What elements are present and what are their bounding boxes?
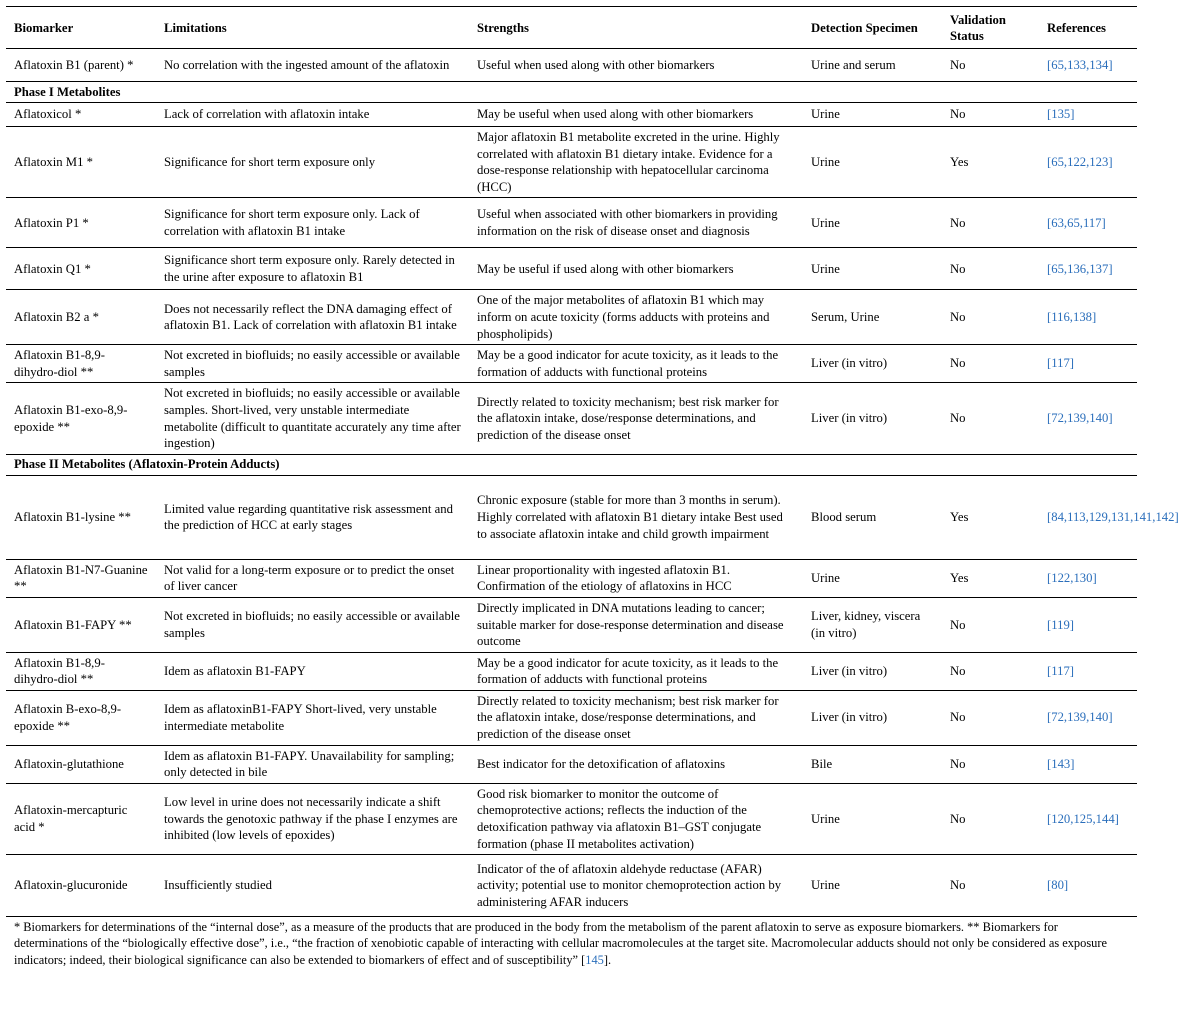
reference-link[interactable]: 65: [1051, 57, 1064, 72]
header-references: References: [1039, 7, 1137, 49]
references-cell: [72,139,140]: [1039, 383, 1137, 454]
strengths-cell: May be a good indicator for acute toxicity, as it leads to the formation of adducts with functional proteins: [469, 652, 803, 690]
reference-link[interactable]: 130: [1073, 571, 1093, 586]
table-container: [6, 6, 1179, 968]
specimen-cell: Urine: [803, 103, 942, 127]
reference-link[interactable]: 133: [1067, 57, 1087, 72]
specimen-cell: Serum, Urine: [803, 290, 942, 345]
references-cell: [120,125,144]: [1039, 783, 1137, 854]
reference-link[interactable]: 134: [1089, 57, 1109, 72]
header-validation: Validation Status: [942, 7, 1039, 49]
reference-link[interactable]: 144: [1095, 811, 1115, 826]
references-cell: [80]: [1039, 855, 1137, 917]
table-body: [6, 49, 1179, 917]
limitations-cell: No correlation with the ingested amount of the aflatoxin: [156, 49, 469, 82]
reference-link[interactable]: 136: [1067, 261, 1087, 276]
reference-link[interactable]: 137: [1089, 261, 1109, 276]
section-row: [6, 454, 1137, 475]
table-row: [6, 198, 1137, 248]
limitations-cell: Limited value regarding quantitative risk assessment and the prediction of HCC at early stages: [156, 475, 469, 559]
reference-link[interactable]: 139: [1067, 411, 1087, 426]
biomarker-cell: Aflatoxin P1 *: [6, 198, 156, 248]
header-strengths: Strengths: [469, 7, 803, 49]
references-cell: [122,130]: [1039, 559, 1137, 597]
references-cell: [72,139,140]: [1039, 690, 1137, 745]
specimen-cell: Liver (in vitro): [803, 345, 942, 383]
reference-link[interactable]: 120: [1051, 811, 1071, 826]
reference-link[interactable]: 80: [1051, 878, 1064, 893]
specimen-cell: Liver, kidney, viscera (in vitro): [803, 597, 942, 652]
limitations-cell: Idem as aflatoxin B1-FAPY: [156, 652, 469, 690]
biomarker-cell: Aflatoxin B2 a *: [6, 290, 156, 345]
biomarker-cell: Aflatoxin-glutathione: [6, 745, 156, 783]
limitations-cell: Insufficiently studied: [156, 855, 469, 917]
validation-cell: No: [942, 383, 1039, 454]
reference-link[interactable]: 141: [1133, 509, 1153, 524]
reference-link[interactable]: 117: [1082, 215, 1102, 230]
reference-link[interactable]: 65: [1067, 215, 1080, 230]
biomarker-cell: Aflatoxin B1-exo-8,9-epoxide **: [6, 383, 156, 454]
strengths-cell: Directly related to toxicity mechanism; best risk marker for the aflatoxin intake, dose/response determinations, and prediction of the disease onset: [469, 690, 803, 745]
table-row: [6, 248, 1137, 290]
biomarker-cell: Aflatoxin M1 *: [6, 127, 156, 198]
table-row: [6, 383, 1137, 454]
validation-cell: No: [942, 652, 1039, 690]
specimen-cell: Liver (in vitro): [803, 383, 942, 454]
strengths-cell: Chronic exposure (stable for more than 3 months in serum). Highly correlated with aflatoxin B1 dietary intake Best used to associate aflatoxin intake and child growth impairment: [469, 475, 803, 559]
reference-link[interactable]: 143: [1051, 756, 1071, 771]
limitations-cell: Lack of correlation with aflatoxin intake: [156, 103, 469, 127]
limitations-cell: Not valid for a long-term exposure or to predict the onset of liver cancer: [156, 559, 469, 597]
limitations-cell: Idem as aflatoxinB1-FAPY Short-lived, very unstable intermediate metabolite: [156, 690, 469, 745]
table-row: [6, 597, 1137, 652]
table-footnote: [6, 919, 1137, 968]
specimen-cell: Urine: [803, 198, 942, 248]
validation-cell: Yes: [942, 559, 1039, 597]
references-cell: [143]: [1039, 745, 1137, 783]
references-cell: [117]: [1039, 652, 1137, 690]
specimen-cell: Urine and serum: [803, 49, 942, 82]
reference-link[interactable]: 139: [1067, 710, 1087, 725]
biomarker-cell: Aflatoxin-mercapturic acid *: [6, 783, 156, 854]
strengths-cell: Linear proportionality with ingested aflatoxin B1. Confirmation of the etiology of aflatoxins in HCC: [469, 559, 803, 597]
reference-link[interactable]: 140: [1089, 411, 1109, 426]
references-cell: [119]: [1039, 597, 1137, 652]
reference-link[interactable]: 135: [1051, 107, 1071, 122]
reference-link[interactable]: 125: [1073, 811, 1093, 826]
references-cell: [116,138]: [1039, 290, 1137, 345]
biomarker-cell: Aflatoxin B-exo-8,9-epoxide **: [6, 690, 156, 745]
validation-cell: No: [942, 745, 1039, 783]
strengths-cell: One of the major metabolites of aflatoxin B1 which may inform on acute toxicity (forms adducts with proteins and phospholipids): [469, 290, 803, 345]
validation-cell: No: [942, 345, 1039, 383]
strengths-cell: Best indicator for the detoxification of aflatoxins: [469, 745, 803, 783]
reference-link[interactable]: 113: [1067, 509, 1086, 524]
table-row: [6, 49, 1137, 82]
limitations-cell: Significance for short term exposure only. Lack of correlation with aflatoxin B1 intake: [156, 198, 469, 248]
validation-cell: No: [942, 690, 1039, 745]
table-row: [6, 559, 1137, 597]
table-row: [6, 290, 1137, 345]
references-cell: [65,122,123]: [1039, 127, 1137, 198]
strengths-cell: Directly related to toxicity mechanism; best risk marker for the aflatoxin intake, dose/response determinations, and prediction of the disease onset: [469, 383, 803, 454]
references-cell: [117]: [1039, 345, 1137, 383]
biomarker-cell: Aflatoxin B1 (parent) *: [6, 49, 156, 82]
specimen-cell: Urine: [803, 783, 942, 854]
strengths-cell: Indicator of the of aflatoxin aldehyde reductase (AFAR) activity; potential use to monitor chemoprotection action by administering AFAR inducers: [469, 855, 803, 917]
strengths-cell: May be useful if used along with other biomarkers: [469, 248, 803, 290]
limitations-cell: Not excreted in biofluids; no easily accessible or available samples: [156, 597, 469, 652]
reference-link[interactable]: 131: [1111, 509, 1131, 524]
specimen-cell: Urine: [803, 559, 942, 597]
reference-link[interactable]: 123: [1089, 154, 1109, 169]
validation-cell: No: [942, 855, 1039, 917]
validation-cell: No: [942, 597, 1039, 652]
section-row: [6, 82, 1137, 103]
table-row: [6, 103, 1137, 127]
limitations-cell: Significance short term exposure only. Rarely detected in the urine after exposure to aflatoxin B1: [156, 248, 469, 290]
footnote-text: * Biomarkers for determinations of the “internal dose”, as a measure of the products that are produced in the body from the metabolism of the parent aflatoxin to serve as exposure biomarkers. ** Biomarkers for determinations of the “biologically effective dose”, i.e., “the fraction of xenobiotic capable of interacting with cellular macromolecules at the target site. Macromolecular adducts should not only be considered as exposure indicators; indeed, their biological significance can also be extended to biomarkers of effect and of susceptibility” [: [14, 920, 1107, 967]
strengths-cell: Good risk biomarker to monitor the outcome of chemoprotective actions; reflects the induction of the detoxification pathway via aflatoxin B1–GST conjugate formation (phase II metabolites activation): [469, 783, 803, 854]
table-row: [6, 783, 1137, 854]
validation-cell: No: [942, 198, 1039, 248]
table-row: [6, 855, 1137, 917]
reference-link[interactable]: 129: [1088, 509, 1108, 524]
biomarker-cell: Aflatoxin B1-N7-Guanine **: [6, 559, 156, 597]
specimen-cell: Blood serum: [803, 475, 942, 559]
limitations-cell: Not excreted in biofluids; no easily accessible or available samples: [156, 345, 469, 383]
specimen-cell: Urine: [803, 855, 942, 917]
limitations-cell: Not excreted in biofluids; no easily accessible or available samples. Short-lived, very unstable intermediate metabolite (difficult to quantitate accurately any time after ingestion): [156, 383, 469, 454]
strengths-cell: May be a good indicator for acute toxicity, as it leads to the formation of adducts with functional proteins: [469, 345, 803, 383]
specimen-cell: Urine: [803, 127, 942, 198]
limitations-cell: Does not necessarily reflect the DNA damaging effect of aflatoxin B1. Lack of correlation with aflatoxin B1 intake: [156, 290, 469, 345]
validation-cell: Yes: [942, 127, 1039, 198]
strengths-cell: Directly implicated in DNA mutations leading to cancer; suitable marker for dose-response determination and disease outcome: [469, 597, 803, 652]
specimen-cell: Liver (in vitro): [803, 690, 942, 745]
header-row: [6, 7, 1137, 49]
table-row: [6, 345, 1137, 383]
limitations-cell: Low level in urine does not necessarily indicate a shift towards the genotoxic pathway if the phase I enzymes are inhibited (low levels of epoxides): [156, 783, 469, 854]
references-cell: [65,133,134]: [1039, 49, 1137, 82]
biomarker-cell: Aflatoxin Q1 *: [6, 248, 156, 290]
table-row: [6, 745, 1137, 783]
limitations-cell: Idem as aflatoxin B1-FAPY. Unavailability for sampling; only detected in bile: [156, 745, 469, 783]
table-row: [6, 475, 1137, 559]
strengths-cell: Useful when associated with other biomarkers in providing information on the risk of disease onset and diagnosis: [469, 198, 803, 248]
biomarker-table: [6, 6, 1179, 917]
reference-link[interactable]: 140: [1089, 710, 1109, 725]
validation-cell: No: [942, 49, 1039, 82]
footnote-end: ].: [603, 952, 612, 967]
table-row: [6, 652, 1137, 690]
reference-link[interactable]: 117: [1051, 663, 1070, 678]
reference-link[interactable]: 84: [1051, 509, 1064, 524]
validation-cell: No: [942, 248, 1039, 290]
biomarker-cell: Aflatoxin B1-8,9-dihydro-diol **: [6, 345, 156, 383]
specimen-cell: Bile: [803, 745, 942, 783]
reference-link[interactable]: 72: [1051, 710, 1064, 725]
biomarker-cell: Aflatoxin B1-8,9-dihydro-diol **: [6, 652, 156, 690]
validation-cell: No: [942, 103, 1039, 127]
reference-link[interactable]: 122: [1067, 154, 1087, 169]
limitations-cell: Significance for short term exposure only: [156, 127, 469, 198]
references-cell: [135]: [1039, 103, 1137, 127]
references-cell: [84,113,129,131,141,142]: [1039, 475, 1137, 559]
reference-link[interactable]: 142: [1155, 509, 1175, 524]
header-biomarker: Biomarker: [6, 7, 156, 49]
reference-link[interactable]: 117: [1051, 356, 1070, 371]
reference-link[interactable]: 65: [1051, 154, 1064, 169]
section-heading: Phase I Metabolites: [6, 82, 1137, 103]
table-row: [6, 127, 1137, 198]
strengths-cell: May be useful when used along with other biomarkers: [469, 103, 803, 127]
reference-link[interactable]: 138: [1072, 309, 1092, 324]
strengths-cell: Useful when used along with other biomarkers: [469, 49, 803, 82]
specimen-cell: Liver (in vitro): [803, 652, 942, 690]
reference-link[interactable]: 72: [1051, 411, 1064, 426]
reference-link[interactable]: 122: [1051, 571, 1071, 586]
specimen-cell: Urine: [803, 248, 942, 290]
table-row: [6, 690, 1137, 745]
reference-link[interactable]: 63: [1051, 215, 1064, 230]
strengths-cell: Major aflatoxin B1 metabolite excreted in the urine. Highly correlated with aflatoxin B1 dietary intake. Evidence for a dose-response relationship with hepatocellular carcinoma (HCC): [469, 127, 803, 198]
validation-cell: No: [942, 783, 1039, 854]
reference-link[interactable]: 116: [1051, 309, 1070, 324]
references-cell: [63,65,117]: [1039, 198, 1137, 248]
references-cell: [65,136,137]: [1039, 248, 1137, 290]
biomarker-cell: Aflatoxin B1-lysine **: [6, 475, 156, 559]
footnote-reference-link[interactable]: 145: [585, 952, 604, 967]
reference-link[interactable]: 65: [1051, 261, 1064, 276]
header-specimen: Detection Specimen: [803, 7, 942, 49]
validation-cell: Yes: [942, 475, 1039, 559]
biomarker-cell: Aflatoxin B1-FAPY **: [6, 597, 156, 652]
section-heading: Phase II Metabolites (Aflatoxin-Protein Adducts): [6, 454, 1137, 475]
validation-cell: No: [942, 290, 1039, 345]
header-limitations: Limitations: [156, 7, 469, 49]
biomarker-cell: Aflatoxin-glucuronide: [6, 855, 156, 917]
biomarker-cell: Aflatoxicol *: [6, 103, 156, 127]
reference-link[interactable]: 119: [1051, 617, 1070, 632]
